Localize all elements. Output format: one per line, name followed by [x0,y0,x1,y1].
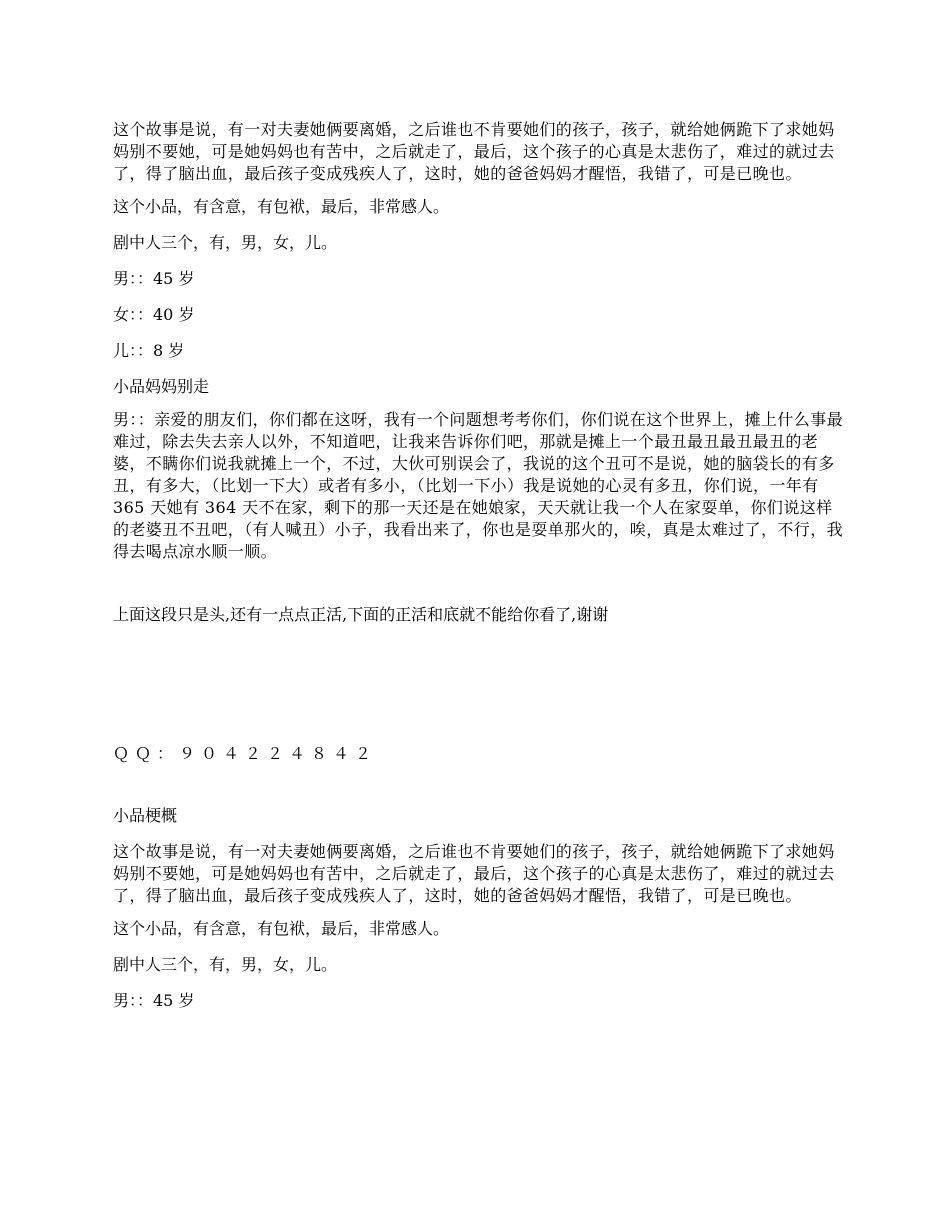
story-paragraph: 这个故事是说，有一对夫妻她俩要离婚，之后谁也不肯要她们的孩子，孩子，就给她俩跪下了求她妈妈别不要她，可是她妈妈也有苦中，之后就走了，最后，这个孩子的心真是太悲伤了，难过的就过去了，得了脑出血，最后孩子变成残疾人了，这时，她的爸爸妈妈才醒悟，我错了，可是已晚也。 [113,120,835,183]
monologue-paragraph: 男：：亲爱的朋友们，你们都在这呀，我有一个问题想考考你们，你们说在这个世界上，摊上什么事最难过，除去失去亲人以外，不知道吧，让我来告诉你们吧，那就是摊上一个最丑最丑最丑最丑的老婆，不瞒你们说我就摊上一个，不过，大伙可别误会了，我说的这个丑可不是说，她的脑袋长的有多丑，有多大，（比划一下大）或者有多小，（比划一下小）我是说她的心灵有多丑，你们说，一年有 365 天她有 364 天不在家，剩下的那一天还是在她娘家，天天就让我一个人在家耍单，你们说这样的老婆丑不丑吧，（有人喊丑）小子，我看出来了，你也是耍单那火的，唉，真是太难过了，不行，我得去喝点凉水顺一顺。 [113,410,844,561]
document-page [113,119,843,1026]
comment-line: 这个小品，有含意，有包袱，最后，非常感人。 [113,919,450,938]
note-line: 上面这段只是头,还有一点点正活,下面的正活和底就不能给你看了,谢谢 [113,605,609,624]
spacer [113,626,843,743]
qq-contact: ＱＱ：９０４２２４８４２ [113,744,378,763]
comment-line: 这个小品，有含意，有包袱，最后，非常感人。 [113,197,450,216]
cast-line: 剧中人三个，有，男，女，儿。 [113,955,338,974]
spacer [113,574,843,604]
cast-female-age: 女：：40 岁 [113,305,195,324]
cast-male-age: 男：：45 岁 [113,991,195,1010]
summary-heading: 小品梗概 [113,806,178,825]
story-paragraph: 这个故事是说，有一对夫妻她俩要离婚，之后谁也不肯要她们的孩子，孩子，就给她俩跪下了求她妈妈别不要她，可是她妈妈也有苦中，之后就走了，最后，这个孩子的心真是太悲伤了，难过的就过去了，得了脑出血，最后孩子变成残疾人了，这时，她的爸爸妈妈才醒悟，我错了，可是已晚也。 [113,842,835,905]
spacer [113,765,843,805]
sketch-title: 小品妈妈别走 [113,377,210,396]
cast-child-age: 儿：：8 岁 [113,341,185,360]
cast-male-age: 男：：45 岁 [113,269,195,288]
cast-line: 剧中人三个，有，男，女，儿。 [113,233,338,252]
